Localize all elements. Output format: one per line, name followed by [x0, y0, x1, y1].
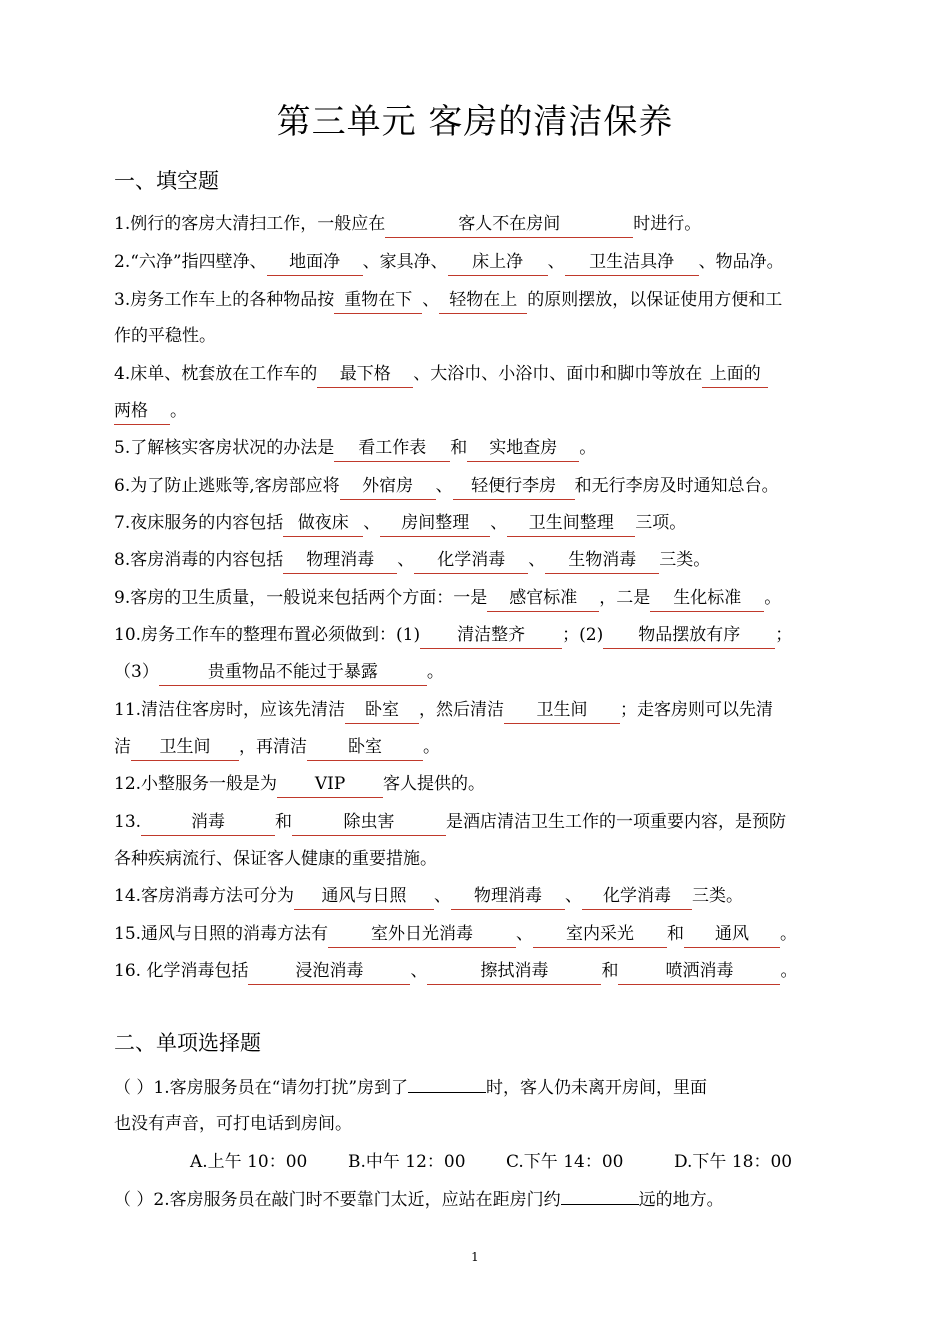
choice-question-1-options: [190, 1148, 792, 1176]
page-number: 1: [471, 1250, 479, 1264]
question-3: 3.房务工作车上的各种物品按 重物在下 、 轻物在上 的原则摆放，以保证使用方便和工: [114, 286, 782, 314]
option-d: D.下午 18：00: [674, 1152, 793, 1172]
answer-blank: 消毒: [141, 809, 275, 836]
answer-blank: 贵重物品不能过于暴露: [159, 659, 427, 686]
choice-blank: [408, 1092, 486, 1093]
answer-blank: 两格: [114, 398, 170, 425]
answer-blank: 除虫害: [292, 809, 446, 836]
answer-blank: 通风: [684, 921, 780, 948]
answer-blank: 擦拭消毒: [427, 958, 601, 985]
question-5: 5.了解核实客房状况的办法是 看工作表 和 实地查房 。: [114, 434, 596, 462]
question-11-continued: 洁 卫生间 ，再清洁 卧室 。: [114, 733, 440, 761]
option-a: A.上午 10：00: [190, 1152, 308, 1172]
question-7: 7.夜床服务的内容包括 做夜床 、 房间整理 、 卫生间整理 三项。: [114, 509, 686, 537]
answer-blank: 卫生间整理: [507, 510, 635, 537]
section-heading-fill-in: 一、填空题: [114, 169, 219, 193]
answer-blank: 物理消毒: [283, 547, 397, 574]
page-title: 第三单元 客房的清洁保养: [276, 102, 674, 142]
answer-blank: 室外日光消毒: [328, 921, 516, 948]
question-4: 4.床单、枕套放在工作车的 最下格 、大浴巾、小浴巾、面巾和脚巾等放在 上面的: [114, 360, 768, 388]
answer-blank: VIP: [277, 771, 383, 798]
answer-blank: 房间整理: [380, 510, 490, 537]
answer-blank: 生化标准: [650, 585, 764, 612]
question-12: 12.小整服务一般是为 VIP 客人提供的。: [114, 770, 485, 798]
answer-blank: 浸泡消毒: [248, 958, 410, 985]
section-heading-single-choice: 二、单项选择题: [114, 1031, 261, 1055]
answer-blank: 外宿房: [340, 473, 436, 500]
answer-blank: 实地查房: [467, 435, 579, 462]
answer-blank: 重物在下: [334, 287, 422, 314]
question-10-continued: （3） 贵重物品不能过于暴露 。: [114, 658, 444, 686]
question-16: 16. 化学消毒包括 浸泡消毒 、 擦拭消毒 和 喷洒消毒 。: [114, 957, 797, 985]
option-b: B.中午 12：00: [348, 1152, 466, 1172]
answer-blank: 上面的: [702, 361, 768, 388]
question-14: 14.客房消毒方法可分为 通风与日照 、 物理消毒 、 化学消毒 三类。: [114, 882, 743, 910]
choice-blank: [561, 1204, 639, 1205]
answer-blank: 床上净: [448, 249, 548, 276]
answer-blank: 喷洒消毒: [618, 958, 780, 985]
answer-blank: 做夜床: [283, 510, 363, 537]
question-11: 11.清洁住客房时，应该先清洁 卧室 ，然后清洁 卫生间 ；走客房则可以先清: [114, 696, 773, 724]
answer-blank: 化学消毒: [414, 547, 528, 574]
question-9: 9.客房的卫生质量，一般说来包括两个方面：一是 感官标准 ，二是 生化标准 。: [114, 584, 781, 612]
answer-blank: 地面净: [267, 249, 363, 276]
answer-blank: 最下格: [317, 361, 413, 388]
question-3-continued: 作的平稳性。: [114, 326, 216, 346]
choice-question-1-continued: 也没有声音，可打电话到房间。: [114, 1114, 352, 1134]
answer-blank: 通风与日照: [294, 883, 434, 910]
question-13-continued: 各种疾病流行、保证客人健康的重要措施。: [114, 849, 437, 869]
choice-question-2: （ ）2.客房服务员在敲门时不要靠门太近，应站在距房门约 远的地方。: [114, 1190, 724, 1210]
answer-blank: 生物消毒: [545, 547, 659, 574]
question-10: 10.房务工作车的整理布置必须做到：(1) 清洁整齐 ；(2) 物品摆放有序 ；: [114, 621, 792, 649]
question-2: 2.“六净”指四壁净、 地面净 、家具净、 床上净 、 卫生洁具净 、物品净。: [114, 248, 784, 276]
answer-blank: 物理消毒: [451, 883, 565, 910]
option-c: C.下午 14：00: [506, 1152, 624, 1172]
answer-blank: 轻物在上: [439, 287, 527, 314]
question-1: 1.例行的客房大清扫工作，一般应在 客人不在房间 时进行。: [114, 210, 701, 238]
answer-blank: 卧室: [307, 734, 423, 761]
answer-blank: 室内采光: [533, 921, 667, 948]
answer-blank: 清洁整齐: [420, 622, 562, 649]
answer-blank: 轻便行李房: [453, 473, 575, 500]
answer-blank: 卧室: [345, 697, 419, 724]
question-4-continued: 两格 。: [114, 397, 187, 425]
question-6: 6.为了防止逃账等,客房部应将 外宿房 、 轻便行李房 和无行李房及时通知总台。: [114, 472, 779, 500]
question-8: 8.客房消毒的内容包括 物理消毒 、 化学消毒 、 生物消毒 三类。: [114, 546, 710, 574]
answer-blank: 化学消毒: [582, 883, 692, 910]
answer-blank: 看工作表: [334, 435, 450, 462]
question-15: 15.通风与日照的消毒方法有 室外日光消毒 、 室内采光 和 通风 。: [114, 920, 797, 948]
question-13: 13. 消毒 和 除虫害 是酒店清洁卫生工作的一项重要内容，是预防: [114, 808, 786, 836]
answer-blank: 卫生洁具净: [565, 249, 699, 276]
answer-blank: 客人不在房间: [385, 211, 633, 238]
choice-question-1: （ ）1.客房服务员在“请勿打扰”房到了 时，客人仍未离开房间，里面: [114, 1078, 708, 1098]
answer-blank: 卫生间: [131, 734, 239, 761]
answer-blank: 卫生间: [504, 697, 620, 724]
answer-blank: 感官标准: [487, 585, 599, 612]
answer-blank: 物品摆放有序: [603, 622, 775, 649]
